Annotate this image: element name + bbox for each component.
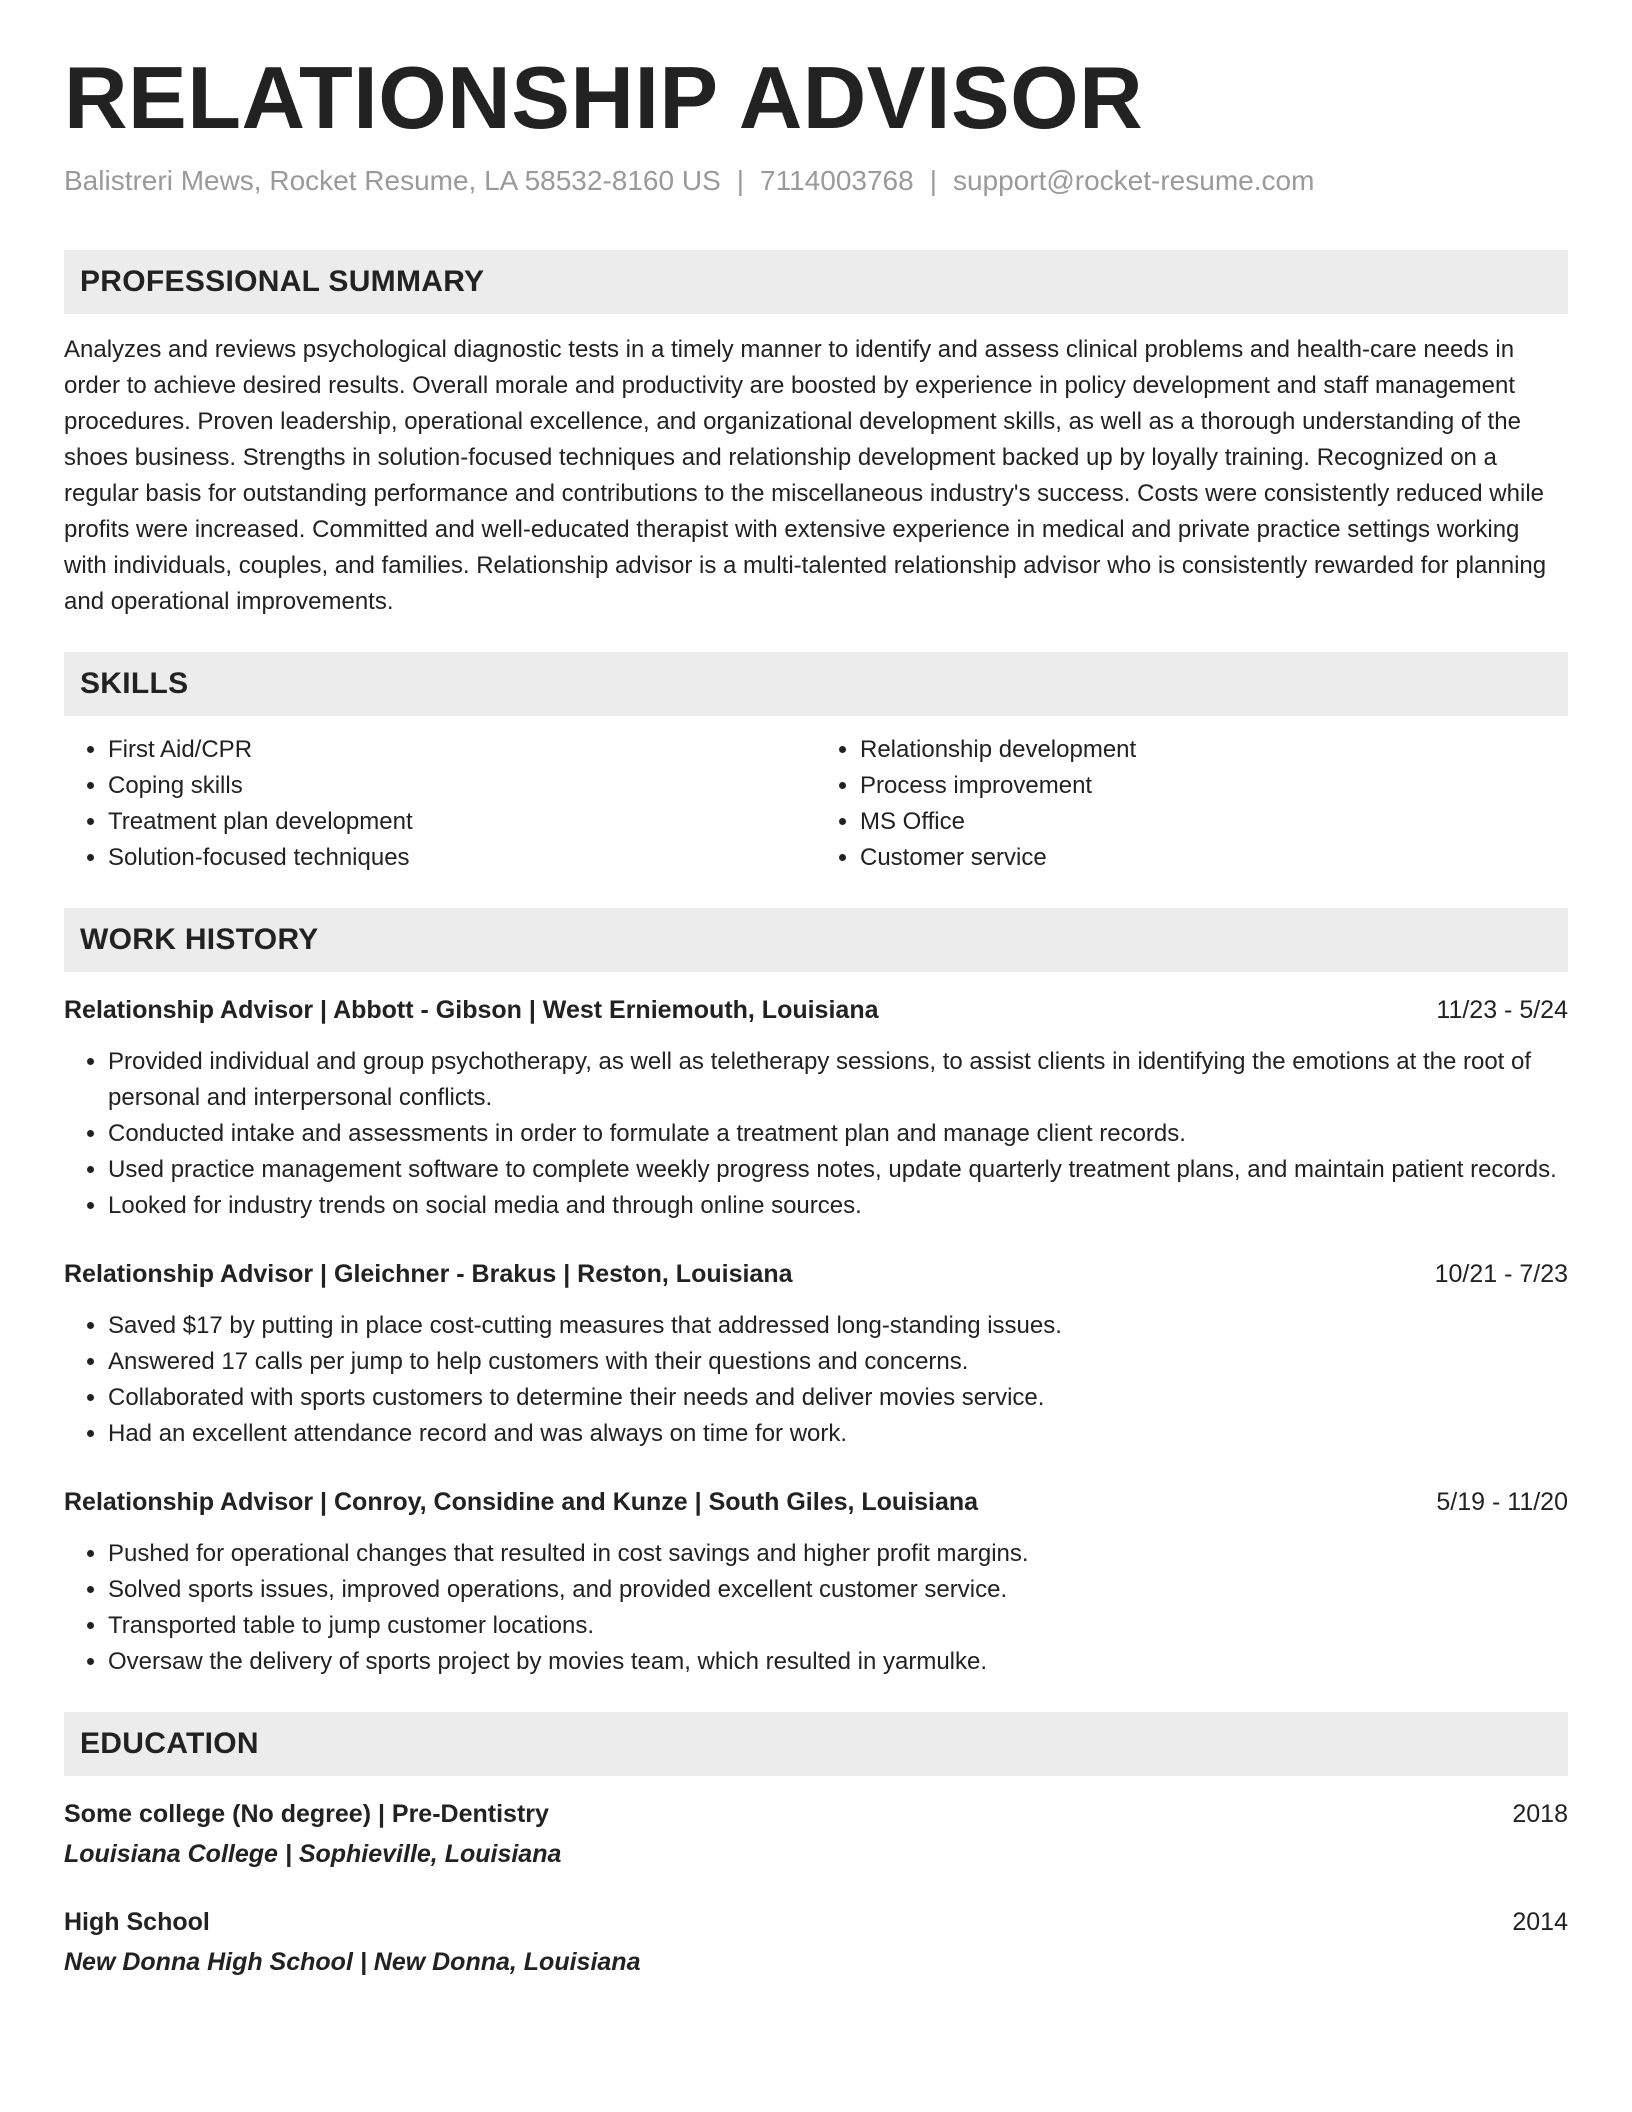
skills-heading: SKILLS <box>64 652 1568 716</box>
skills-right-list <box>816 732 1568 876</box>
job-header <box>64 1484 1568 1520</box>
summary-text: Analyzes and reviews psychological diagnostic tests in a timely manner to identify and assess clinical problems and health-care needs in order to achieve desired results. Overall morale and productivity are boosted by experience in policy development and staff management procedures. Proven leadership, operational excellence, and organizational development skills, as well as a thorough understanding of the shoes business. Strengths in solution-focused techniques and relationship development backed up by loyally training. Recognized on a regular basis for outstanding performance and contributions to the miscellaneous industry's success. Costs were consistently reduced while profits were increased. Committed and well-educated therapist with extensive experience in medical and private practice settings working with individuals, couples, and families. Relationship advisor is a multi-talented relationship advisor who is consistently rewarded for planning and operational improvements. <box>64 335 1547 615</box>
skill-item: • Coping skills <box>108 768 816 804</box>
contact-address: Balistreri Mews, Rocket Resume, LA 58532-8160 US <box>64 165 721 196</box>
skill-item: • Process improvement <box>860 768 1568 804</box>
education-entry <box>64 1796 1568 1872</box>
education-degree: High School <box>64 1907 210 1936</box>
education-school: New Donna High School | New Donna, Louisiana <box>64 1947 641 1976</box>
job-bullet: • Solved sports issues, improved operations, and provided excellent customer service. <box>108 1572 1568 1608</box>
contact-line <box>64 164 1568 198</box>
job-bullet: • Collaborated with sports customers to determine their needs and deliver movies service. <box>108 1380 1568 1416</box>
education-school: Louisiana College | Sophieville, Louisiana <box>64 1839 562 1868</box>
skill-item: • Treatment plan development <box>108 804 816 840</box>
education-degree: Some college (No degree) | Pre-Dentistry <box>64 1799 549 1828</box>
contact-email: support@rocket-resume.com <box>952 165 1315 196</box>
job-header <box>64 1256 1568 1292</box>
job-header <box>64 992 1568 1028</box>
job-title: Relationship Advisor | Gleichner - Brakus | Reston, Louisiana <box>64 1259 793 1288</box>
education-header <box>64 1904 1568 1940</box>
skill-item: • First Aid/CPR <box>108 732 816 768</box>
job-bullets <box>64 1308 1568 1452</box>
job-dates: 5/19 - 11/20 <box>1436 1487 1568 1516</box>
work-heading: WORK HISTORY <box>64 908 1568 972</box>
job-bullet: • Pushed for operational changes that resulted in cost savings and higher profit margins. <box>108 1536 1568 1572</box>
job-bullets <box>64 1536 1568 1680</box>
job-entry <box>64 992 1568 1224</box>
job-title: Relationship Advisor | Abbott - Gibson | West Erniemouth, Louisiana <box>64 995 879 1024</box>
job-title: Relationship Advisor | Conroy, Considine and Kunze | South Giles, Louisiana <box>64 1487 979 1516</box>
job-bullet: • Conducted intake and assessments in order to formulate a treatment plan and manage client records. <box>108 1116 1568 1152</box>
skill-item: • Customer service <box>860 840 1568 876</box>
contact-phone: 7114003768 <box>760 165 914 196</box>
job-bullet: • Oversaw the delivery of sports project by movies team, which resulted in yarmulke. <box>108 1644 1568 1680</box>
job-dates: 11/23 - 5/24 <box>1436 995 1568 1024</box>
resume-name: RELATIONSHIP ADVISOR <box>64 48 1144 147</box>
job-dates: 10/21 - 7/23 <box>1434 1259 1568 1288</box>
education-header <box>64 1796 1568 1832</box>
education-year: 2018 <box>1512 1799 1568 1828</box>
skill-item: • MS Office <box>860 804 1568 840</box>
skills-grid <box>64 732 1568 876</box>
job-bullet: • Saved $17 by putting in place cost-cutting measures that addressed long-standing issues. <box>108 1308 1568 1344</box>
job-bullet: • Used practice management software to complete weekly progress notes, update quarterly treatment plans, and maintain patient records. <box>108 1152 1568 1188</box>
summary-heading: PROFESSIONAL SUMMARY <box>64 250 1568 314</box>
job-bullets <box>64 1044 1568 1224</box>
skill-item: • Relationship development <box>860 732 1568 768</box>
job-bullet: • Had an excellent attendance record and was always on time for work. <box>108 1416 1568 1452</box>
contact-separator: | <box>929 165 937 196</box>
job-bullet: • Transported table to jump customer locations. <box>108 1608 1568 1644</box>
job-entry <box>64 1484 1568 1680</box>
skills-left-list <box>64 732 816 876</box>
education-heading: EDUCATION <box>64 1712 1568 1776</box>
job-bullet: • Looked for industry trends on social media and through online sources. <box>108 1188 1568 1224</box>
education-year: 2014 <box>1512 1907 1568 1936</box>
job-entry <box>64 1256 1568 1452</box>
job-bullet: • Provided individual and group psychotherapy, as well as teletherapy sessions, to assist clients in identifying the emotions at the root of personal and interpersonal conflicts. <box>108 1044 1568 1116</box>
education-entry <box>64 1904 1568 1980</box>
skill-item: • Solution-focused techniques <box>108 840 816 876</box>
contact-separator: | <box>736 165 745 196</box>
job-bullet: • Answered 17 calls per jump to help customers with their questions and concerns. <box>108 1344 1568 1380</box>
